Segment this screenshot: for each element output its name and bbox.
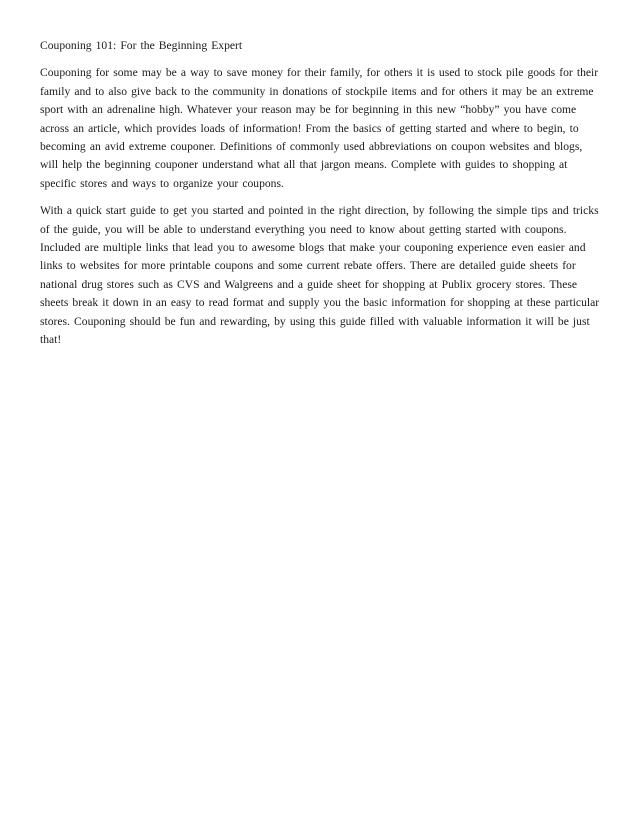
paragraph-quick-start: With a quick start guide to get you started and pointed in the right direction, by following the simple tips and tricks of the guide, you will be able to understand everything you need to know about getting started with coupons. Included are multiple links that lead you to awesome blogs that make your couponing experience even easier and links to websites for more printable coupons and some current rebate offers. There are detailed guide sheets for national drug stores such as CVS and Walgreens and a guide sheet for shopping at Publix grocery stores. These sheets break it down in an easy to read format and supply you the basic information for shopping at these particular stores. Couponing should be fun and rewarding, by using this guide filled with valuable information it will be just that! xyxy=(40,204,600,347)
document-body xyxy=(40,37,600,359)
document-title: Couponing 101: For the Beginning Expert xyxy=(40,39,243,52)
paragraph-intro: Couponing for some may be a way to save money for their family, for others it is used to stock pile goods for their family and to also give back to the community in donations of stockpile items and for others it may be an extreme sport with an adrenaline high. Whatever your reason may be for beginning in this new “hobby” you have come across an article, which provides loads of information! From the basics of getting started and where to begin, to becoming an avid extreme couponer. Definitions of commonly used abbreviations on coupon websites and blogs, will help the beginning couponer understand what all that jargon means. Complete with guides to shopping at specific stores and ways to organize your coupons. xyxy=(40,66,599,190)
